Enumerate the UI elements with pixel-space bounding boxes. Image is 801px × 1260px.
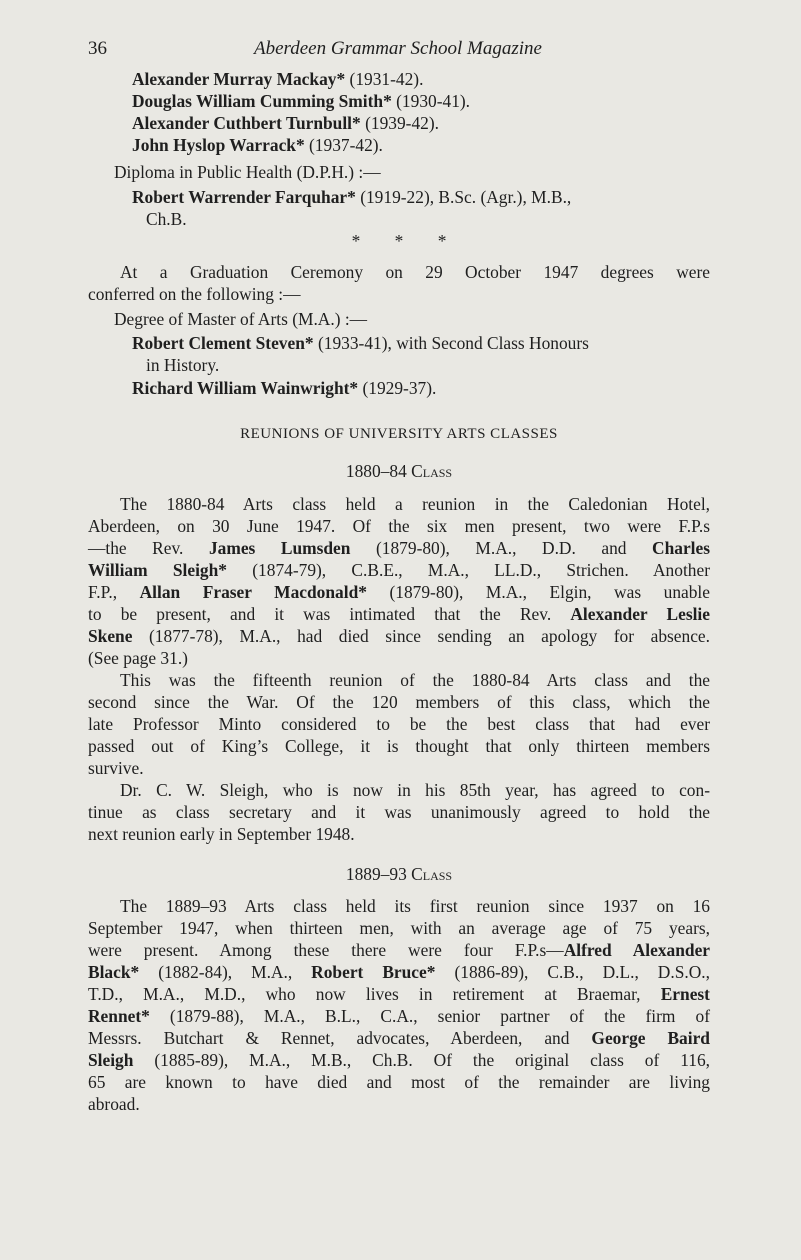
paragraph-line: The 1880-84 Arts class held a reunion in the Caledonian Hotel, bbox=[120, 494, 710, 514]
subheading-1880: 1880–84 Class bbox=[345, 461, 453, 481]
paragraph-line: to be present, and it was intimated that the Rev. Alexander Leslie bbox=[88, 604, 710, 624]
page-header bbox=[88, 38, 708, 62]
section-heading: REUNIONS OF UNIVERSITY ARTS CLASSES bbox=[240, 426, 558, 442]
paragraph-line: (See page 31.) bbox=[88, 648, 188, 668]
paragraph-line: Dr. C. W. Sleigh, who is now in his 85th year, has agreed to con- bbox=[120, 780, 710, 800]
paragraph-line: The 1889–93 Arts class held its first reunion since 1937 on 16 bbox=[120, 896, 710, 916]
paragraph-line: Rennet* (1879-88), M.A., B.L., C.A., senior partner of the firm of bbox=[88, 1006, 710, 1026]
paragraph-line: tinue as class secretary and it was unanimously agreed to hold the bbox=[88, 802, 710, 822]
graduate-entry: Alexander Cuthbert Turnbull* (1939-42). bbox=[132, 113, 439, 133]
graduate-entry-cont: in History. bbox=[146, 355, 220, 375]
graduate-entry: Robert Clement Steven* (1933-41), with Second Class Honours bbox=[132, 333, 589, 353]
paragraph-line: —the Rev. James Lumsden (1879-80), M.A., D.D. and Charles bbox=[88, 538, 710, 558]
paragraph-line: passed out of King’s College, it is thought that only thirteen members bbox=[88, 736, 710, 756]
paragraph-line: William Sleigh* (1874-79), C.B.E., M.A., LL.D., Strichen. Another bbox=[88, 560, 710, 580]
paragraph-line: second since the War. Of the 120 members of this class, which the bbox=[88, 692, 710, 712]
paragraph-line: abroad. bbox=[88, 1094, 140, 1114]
paragraph-line: September 1947, when thirteen men, with an average age of 75 years, bbox=[88, 918, 710, 938]
paragraph-line: Black* (1882-84), M.A., Robert Bruce* (1886-89), C.B., D.L., D.S.O., bbox=[88, 962, 710, 982]
graduate-entry: Alexander Murray Mackay* (1931-42). bbox=[132, 69, 424, 89]
paragraph-line: Skene (1877-78), M.A., had died since sending an apology for absence. bbox=[88, 626, 710, 646]
degree-label: Degree of Master of Arts (M.A.) :— bbox=[114, 309, 368, 329]
paragraph-line: survive. bbox=[88, 758, 144, 778]
paragraph-line: 65 are known to have died and most of the remainder are living bbox=[88, 1072, 710, 1092]
paragraph-line: F.P., Allan Fraser Macdonald* (1879-80), M.A., Elgin, was unable bbox=[88, 582, 710, 602]
paragraph-line: Aberdeen, on 30 June 1947. Of the six men present, two were F.P.s bbox=[88, 516, 710, 536]
dph-entry: Robert Warrender Farquhar* (1919-22), B.Sc. (Agr.), M.B., bbox=[132, 187, 572, 207]
graduate-entry: Douglas William Cumming Smith* (1930-41). bbox=[132, 91, 471, 111]
section-separator: * * * bbox=[351, 231, 447, 251]
page-number: 36 bbox=[88, 38, 107, 59]
subheading-1889: 1889–93 Class bbox=[345, 864, 453, 884]
paragraph-line: T.D., M.A., M.D., who now lives in retirement at Braemar, Ernest bbox=[88, 984, 710, 1004]
graduate-entry: Richard William Wainwright* (1929-37). bbox=[132, 378, 437, 398]
paragraph-line: next reunion early in September 1948. bbox=[88, 824, 355, 844]
paragraph-line: were present. Among these there were four F.P.s—Alfred Alexander bbox=[88, 940, 711, 960]
paragraph-line: late Professor Minto considered to be the best class that had ever bbox=[88, 714, 710, 734]
graduation-line: conferred on the following :— bbox=[88, 284, 301, 304]
dph-entry-cont: Ch.B. bbox=[146, 209, 187, 229]
paragraph-line: Sleigh (1885-89), M.A., M.B., Ch.B. Of the original class of 116, bbox=[88, 1050, 710, 1070]
running-title: Aberdeen Grammar School Magazine bbox=[254, 38, 542, 59]
graduate-entry: John Hyslop Warrack* (1937-42). bbox=[132, 135, 383, 155]
graduation-line: At a Graduation Ceremony on 29 October 1947 degrees were bbox=[120, 262, 710, 282]
paragraph-line: Messrs. Butchart & Rennet, advocates, Aberdeen, and George Baird bbox=[88, 1028, 710, 1048]
dph-label: Diploma in Public Health (D.P.H.) :— bbox=[114, 162, 381, 182]
paragraph-line: This was the fifteenth reunion of the 1880-84 Arts class and the bbox=[120, 670, 710, 690]
